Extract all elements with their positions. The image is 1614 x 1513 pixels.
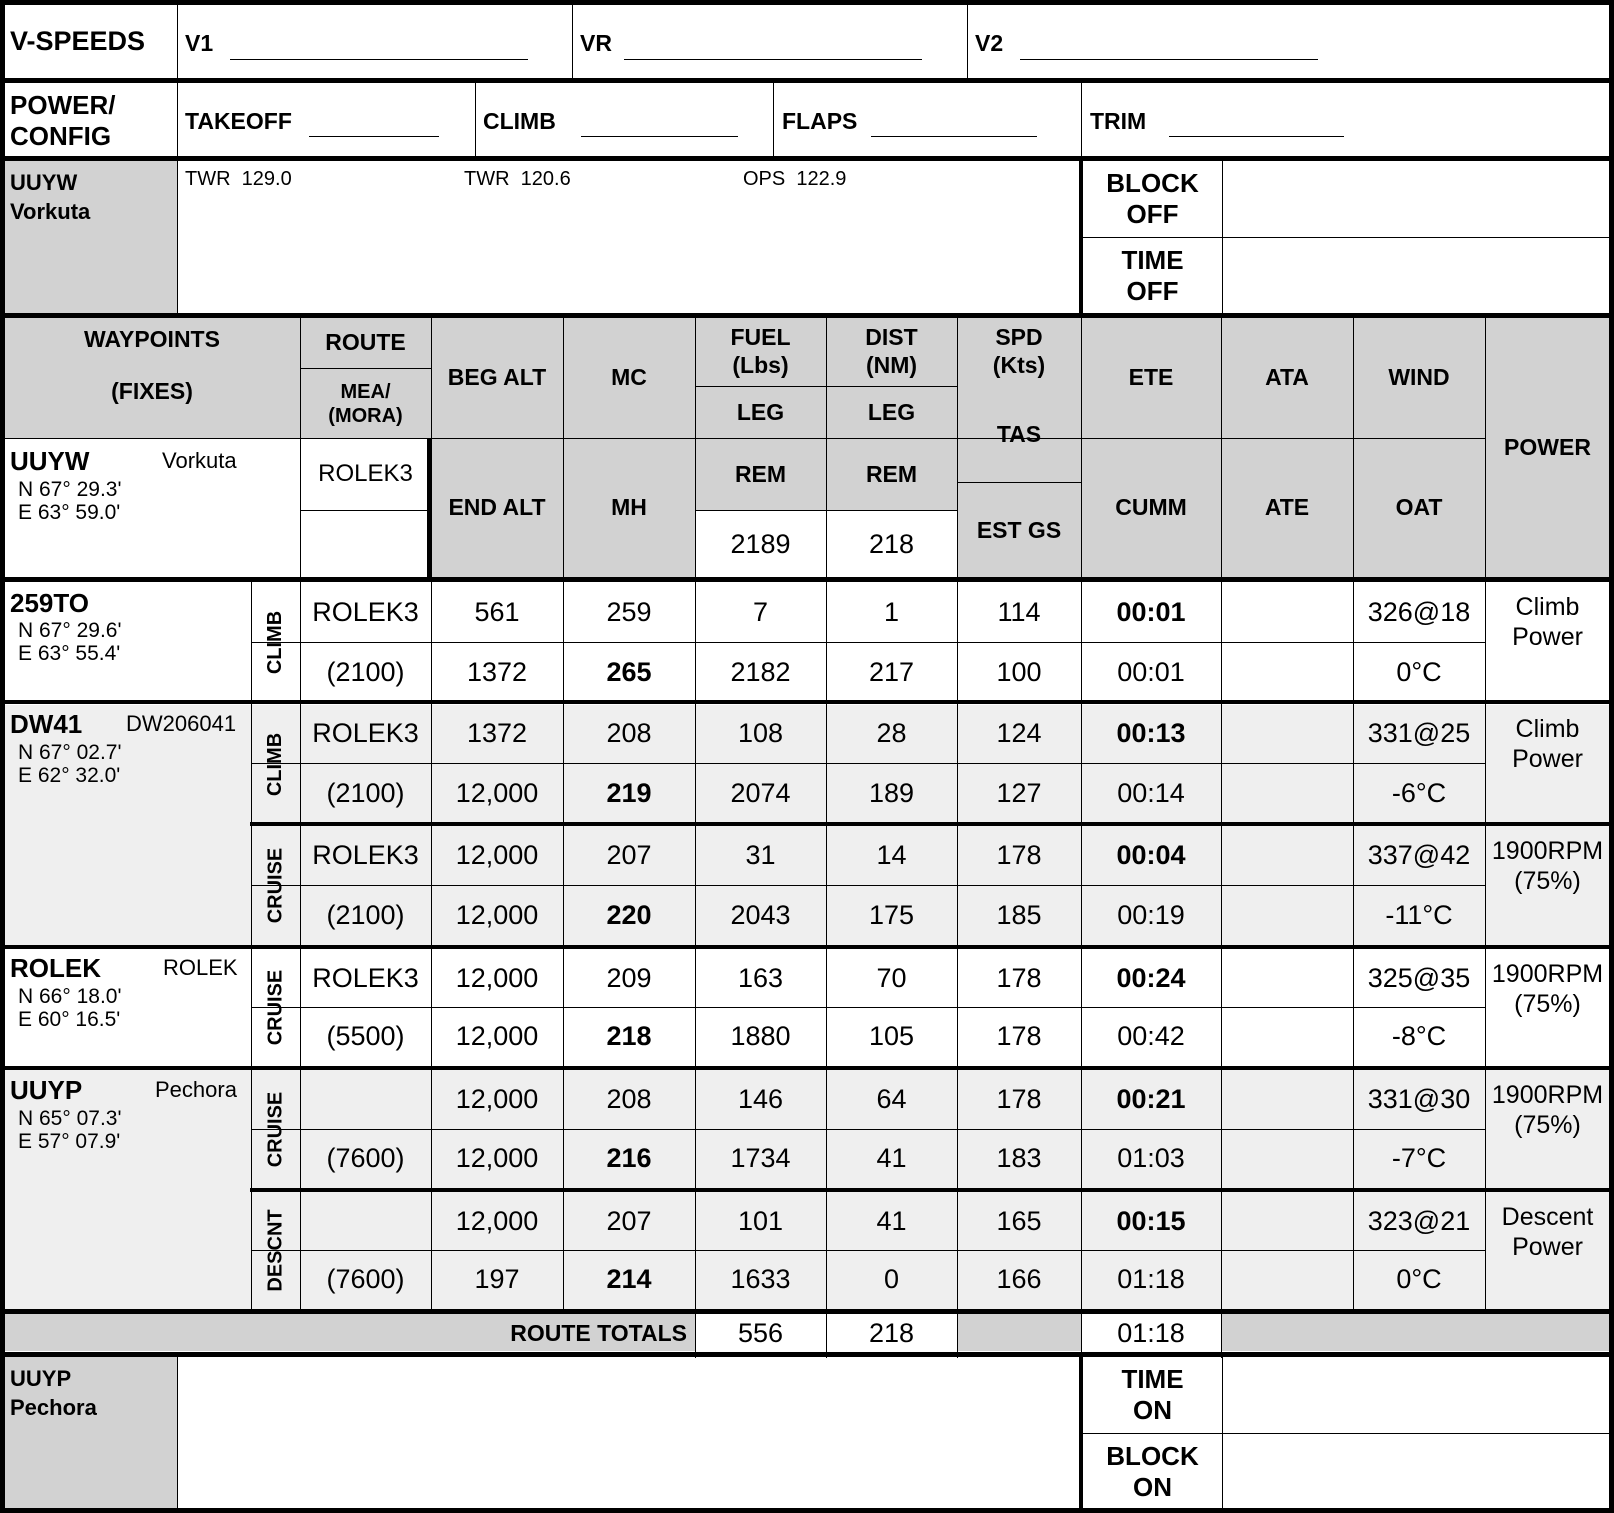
dist-rem-cell: 105 (868, 1021, 915, 1051)
dist-leg-cell: 64 (876, 1084, 907, 1114)
mc-cell: 207 (606, 1205, 652, 1236)
oat-header: OAT (1395, 494, 1443, 521)
tas-cell: 114 (997, 596, 1041, 627)
dist-rem-cell: 175 (868, 899, 915, 930)
power-cell: Climb Power (1512, 593, 1583, 651)
mh-cell: 219 (606, 777, 652, 808)
oat-cell: 0°C (1396, 1264, 1442, 1294)
phase-label: CLIMB (264, 610, 287, 674)
fuel-rem-cell: 2043 (730, 899, 791, 930)
ate-header: ATE (1264, 494, 1310, 521)
fuel-leg-header: LEG (736, 398, 785, 425)
arrival-name: Pechora (10, 1395, 97, 1420)
waypoints-header: WAYPOINTS (84, 326, 220, 353)
origin-name: Vorkuta (162, 448, 237, 473)
cumm-cell: 01:03 (1117, 1143, 1185, 1173)
departure-ident: UUYW (10, 170, 78, 195)
dist-leg-cell: 1 (883, 596, 900, 627)
fuel-leg-cell: 108 (737, 718, 784, 748)
est-gs-header: EST GS (976, 516, 1062, 543)
power-cell: Descent Power (1501, 1203, 1594, 1261)
waypoint-lon: E 63° 55.4' (18, 642, 121, 665)
mh-header: MH (611, 494, 647, 521)
leg-row (0, 704, 1614, 824)
origin-ident: UUYW (10, 446, 90, 476)
ete-cell: 00:24 (1116, 962, 1186, 993)
total-fuel: 556 (737, 1317, 784, 1348)
wind-cell: 326@18 (1367, 596, 1471, 627)
fuel-rem-cell: 1734 (730, 1143, 791, 1173)
cumm-cell: 00:14 (1117, 777, 1185, 808)
spd-header: SPD (Kts) (992, 324, 1046, 378)
tas-header: TAS (996, 420, 1042, 447)
dist-rem-header: REM (865, 460, 918, 487)
mc-cell: 209 (606, 962, 652, 993)
beg-alt-cell: 1372 (466, 718, 528, 748)
leg-row (0, 826, 1614, 946)
vr-label: VR (580, 30, 612, 56)
cumm-cell: 01:18 (1117, 1264, 1185, 1294)
power-cell: 1900RPM (75%) (1491, 960, 1604, 1018)
arrival-ident: UUYP (10, 1366, 72, 1391)
end-alt-cell: 12,000 (455, 1021, 539, 1051)
route-cell: ROLEK3 (312, 840, 419, 870)
ete-cell: 00:21 (1116, 1084, 1186, 1114)
waypoint-lon: E 60° 16.5' (18, 1008, 121, 1031)
waypoint-name: DW206041 (126, 711, 237, 736)
block-on-label: BLOCK ON (1106, 1440, 1199, 1502)
end-alt-header: END ALT (448, 494, 546, 521)
frequency-ops: OPS 122.9 (743, 168, 847, 190)
dist-leg-cell: 70 (876, 962, 907, 993)
mea-cell: (2100) (326, 656, 405, 687)
wind-cell: 337@42 (1367, 840, 1471, 870)
waypoint-name: ROLEK (163, 955, 238, 980)
fuel-leg-cell: 7 (752, 596, 769, 627)
dist-leg-cell: 28 (876, 718, 907, 748)
dist-leg-header: LEG (867, 398, 916, 425)
fuel-leg-cell: 146 (737, 1084, 784, 1114)
cumm-cell: 00:19 (1117, 899, 1185, 930)
wind-cell: 331@25 (1367, 718, 1471, 748)
waypoint-name: Pechora (155, 1077, 237, 1102)
oat-cell: -7°C (1391, 1143, 1447, 1173)
power-cell: 1900RPM (75%) (1491, 1081, 1604, 1139)
wind-cell: 323@21 (1367, 1205, 1471, 1236)
waypoint-lon: E 57° 07.9' (18, 1130, 121, 1153)
cumm-cell: 00:01 (1117, 656, 1185, 687)
cumm-header: CUMM (1115, 494, 1187, 521)
ete-cell: 00:15 (1116, 1205, 1186, 1236)
total-dist: 218 (868, 1317, 915, 1348)
mea-header: MEA/ (MORA) (328, 380, 403, 427)
fixes-header: (FIXES) (111, 378, 193, 405)
oat-cell: 0°C (1396, 656, 1442, 687)
waypoint-lat: N 65° 07.3' (18, 1107, 122, 1130)
flaps-label: FLAPS (782, 108, 858, 134)
mea-cell: (2100) (326, 777, 405, 808)
beg-alt-cell: 561 (474, 596, 520, 627)
wind-cell: 331@30 (1367, 1084, 1471, 1114)
ete-cell: 00:13 (1116, 718, 1186, 748)
phase-label: CLIMB (264, 732, 287, 796)
wind-header: WIND (1388, 364, 1450, 391)
waypoint-lon: E 62° 32.0' (18, 764, 121, 787)
mh-cell: 265 (606, 656, 652, 687)
v1-label: V1 (185, 30, 214, 56)
origin-route: ROLEK3 (318, 460, 413, 487)
route-cell: ROLEK3 (312, 962, 419, 993)
dist-rem-cell: 189 (868, 777, 915, 808)
origin-fuel-rem: 2189 (730, 529, 791, 559)
fuel-rem-header: REM (734, 460, 787, 487)
total-ete: 01:18 (1117, 1317, 1185, 1348)
route-totals-label: ROUTE TOTALS (510, 1319, 687, 1346)
fuel-leg-cell: 31 (745, 840, 776, 870)
tas-cell: 124 (996, 718, 1042, 748)
end-alt-cell: 12,000 (455, 1143, 539, 1173)
est-gs-cell: 127 (996, 777, 1042, 808)
mea-cell: (2100) (326, 899, 405, 930)
waypoint-ident: DW41 (10, 709, 83, 739)
wind-cell: 325@35 (1367, 962, 1471, 993)
dist-header: DIST (NM) (865, 324, 918, 378)
end-alt-cell: 1372 (466, 656, 528, 687)
route-cell (300, 1070, 431, 1129)
origin-lon: E 63° 59.0' (18, 501, 121, 524)
mc-cell: 259 (606, 596, 652, 627)
waypoint-ident: 259TO (10, 588, 90, 618)
departure-name: Vorkuta (10, 199, 91, 224)
leg-row (0, 949, 1614, 1067)
phase-label: DESCNT (264, 1209, 287, 1292)
mea-cell: (5500) (326, 1021, 405, 1051)
climb-label: CLIMB (483, 108, 556, 134)
oat-cell: -8°C (1391, 1021, 1447, 1051)
est-gs-cell: 100 (996, 656, 1042, 687)
leg-row (0, 1192, 1614, 1310)
waypoint-ident: ROLEK (10, 953, 101, 983)
waypoint-lat: N 67° 29.6' (18, 619, 122, 642)
waypoint-ident: UUYP (10, 1075, 83, 1105)
mc-cell: 208 (606, 1084, 652, 1114)
origin-dist-rem: 218 (868, 529, 915, 559)
time-on-label: TIME ON (1121, 1363, 1184, 1425)
power-config-label: POWER/ CONFIG (10, 90, 116, 152)
dist-rem-cell: 41 (876, 1143, 907, 1173)
mea-cell: (7600) (326, 1264, 405, 1294)
end-alt-cell: 12,000 (455, 899, 539, 930)
dist-rem-cell: 217 (868, 656, 915, 687)
dist-rem-cell: 0 (883, 1264, 900, 1294)
est-gs-cell: 178 (996, 1021, 1042, 1051)
fuel-rem-cell: 2182 (730, 656, 791, 687)
fuel-rem-cell: 1633 (730, 1264, 791, 1294)
est-gs-cell: 185 (996, 899, 1042, 930)
beg-alt-cell: 12,000 (455, 1205, 539, 1236)
beg-alt-cell: 12,000 (455, 840, 539, 870)
phase-label: CRUISE (264, 847, 287, 924)
beg-alt-cell: 12,000 (455, 1084, 539, 1114)
mh-cell: 216 (606, 1143, 652, 1173)
power-header: POWER (1504, 434, 1591, 461)
route-cell: ROLEK3 (312, 718, 419, 748)
route-cell (300, 1192, 431, 1250)
phase-label: CRUISE (264, 1091, 287, 1167)
power-cell: Climb Power (1512, 715, 1583, 773)
ete-cell: 00:04 (1116, 840, 1186, 870)
oat-cell: -11°C (1385, 899, 1453, 930)
mea-cell: (7600) (326, 1143, 405, 1173)
end-alt-cell: 12,000 (455, 777, 539, 808)
tas-cell: 178 (996, 840, 1042, 870)
tas-cell: 178 (996, 1084, 1042, 1114)
fuel-rem-cell: 2074 (730, 777, 791, 808)
power-cell: 1900RPM (75%) (1491, 837, 1604, 895)
leg-row (0, 582, 1614, 702)
end-alt-cell: 197 (474, 1264, 520, 1294)
ata-header: ATA (1265, 364, 1309, 391)
est-gs-cell: 183 (996, 1143, 1042, 1173)
frequency-twr-1: TWR 129.0 (185, 168, 292, 190)
origin-lat: N 67° 29.3' (18, 478, 122, 501)
mc-cell: 207 (606, 840, 652, 870)
oat-cell: -6°C (1391, 777, 1447, 808)
vspeeds-label: V-SPEEDS (10, 26, 146, 56)
ete-header: ETE (1128, 364, 1174, 391)
waypoint-lat: N 66° 18.0' (18, 985, 122, 1008)
dist-leg-cell: 14 (876, 840, 907, 870)
tas-cell: 178 (996, 962, 1042, 993)
beg-alt-header: BEG ALT (447, 364, 547, 391)
cumm-cell: 00:42 (1117, 1021, 1185, 1051)
est-gs-cell: 166 (996, 1264, 1042, 1294)
fuel-leg-cell: 101 (737, 1205, 784, 1236)
phase-label: CRUISE (264, 969, 287, 1046)
trim-label: TRIM (1090, 108, 1147, 134)
ete-cell: 00:01 (1116, 596, 1186, 627)
route-cell: ROLEK3 (312, 596, 419, 627)
mc-cell: 208 (606, 718, 652, 748)
tas-cell: 165 (996, 1205, 1042, 1236)
mc-header: MC (611, 364, 647, 391)
mh-cell: 218 (606, 1021, 652, 1051)
frequency-twr-2: TWR 120.6 (464, 168, 571, 190)
block-off-label: BLOCK OFF (1106, 167, 1199, 229)
fuel-header: FUEL (Lbs) (730, 324, 791, 378)
mh-cell: 214 (606, 1264, 652, 1294)
leg-row (0, 1070, 1614, 1190)
waypoint-lat: N 67° 02.7' (18, 741, 122, 764)
mh-cell: 220 (606, 899, 652, 930)
route-header: ROUTE (325, 329, 406, 356)
fuel-leg-cell: 163 (737, 962, 784, 993)
beg-alt-cell: 12,000 (455, 962, 539, 993)
v2-label: V2 (975, 30, 1004, 56)
dist-leg-cell: 41 (876, 1205, 907, 1236)
time-off-label: TIME OFF (1121, 244, 1184, 306)
fuel-rem-cell: 1880 (730, 1021, 791, 1051)
takeoff-label: TAKEOFF (185, 108, 292, 134)
